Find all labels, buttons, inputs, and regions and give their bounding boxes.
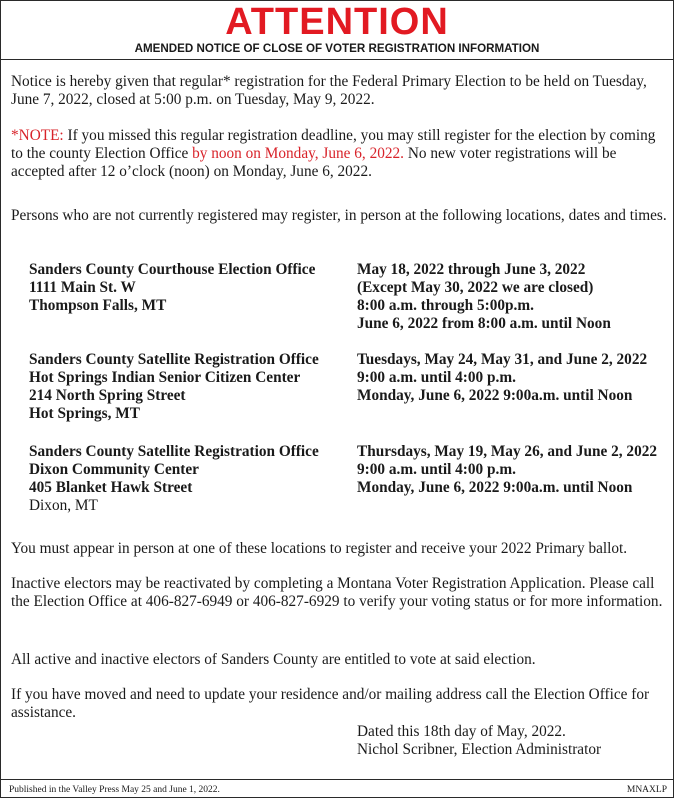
schedule-courthouse [357, 261, 611, 333]
note-marker: *NOTE: [11, 127, 64, 144]
location-address-line: 1111 Main St. W [29, 279, 136, 296]
notice-paragraph: Notice is hereby given that regular* registration for the Federal Primary Election to be held on Tuesday, June 7, 2022, closed at 5:00 p.m. on Tuesday, May 9, 2022. [11, 73, 647, 108]
appear-paragraph: You must appear in person at one of these locations to register and receive your 2022 Primary ballot. [11, 540, 628, 557]
location-address-line: Hot Springs, MT [29, 405, 140, 422]
location-dixon [29, 443, 319, 515]
published-note: Published in the Valley Press May 25 and June 1, 2022. [9, 785, 220, 795]
location-name: Sanders County Courthouse Election Office [29, 261, 316, 278]
note-paragraph [11, 127, 671, 181]
location-courthouse [29, 261, 315, 315]
location-address-line: Hot Springs Indian Senior Citizen Center [29, 369, 301, 386]
location-address-line: Thompson Falls, MT [29, 297, 167, 314]
notice-title: ATTENTION [225, 1, 449, 43]
location-hot-springs [29, 351, 319, 423]
notice-subtitle: AMENDED NOTICE OF CLOSE OF VOTER REGISTRATION INFORMATION [134, 42, 540, 55]
schedule-dixon [357, 443, 657, 497]
note-text-1: If you missed this regular registration deadline, you may still register for the election by coming to the county Election Office [11, 127, 656, 162]
location-address-line: Dixon Community Center [29, 461, 199, 478]
schedule-line: (Except May 30, 2022 we are closed) [357, 279, 594, 296]
notice-code: MNAXLP [626, 785, 667, 795]
header-divider [1, 59, 673, 60]
footer-divider [1, 779, 673, 780]
schedule-line: 9:00 a.m. until 4:00 p.m. [357, 461, 516, 478]
location-address-line: 405 Blanket Hawk Street [29, 479, 193, 496]
schedule-line: Thursdays, May 19, May 26, and June 2, 2022 [357, 443, 658, 460]
signoff [357, 723, 601, 759]
schedule-hot-springs [357, 351, 647, 405]
note-highlight: by noon on Monday, June 6, 2022. [192, 145, 404, 162]
entitled-paragraph: All active and inactive electors of Sanders County are entitled to vote at said election. [11, 651, 536, 668]
dated-line: Dated this 18th day of May, 2022. [357, 723, 566, 740]
schedule-line: June 6, 2022 from 8:00 a.m. until Noon [357, 315, 611, 332]
schedule-line: 8:00 a.m. through 5:00p.m. [357, 297, 534, 314]
schedule-line: May 18, 2022 through June 3, 2022 [357, 261, 586, 278]
inactive-paragraph: Inactive electors may be reactivated by completing a Montana Voter Registration Application. Please call the Election Office at 406-827-6949 or 406-827-6929 to verify your voting status or for more information. [11, 575, 663, 610]
note-text-2: No new voter registrations will be accepted after 12 o’clock (noon) on Monday, June 6, 2022. [11, 145, 617, 180]
location-name: Sanders County Satellite Registration Office [29, 443, 319, 460]
moved-paragraph: If you have moved and need to update your residence and/or mailing address call the Election Office for assistance. [11, 686, 650, 721]
location-address-line: 214 North Spring Street [29, 387, 186, 404]
signer-line: Nichol Scribner, Election Administrator [357, 741, 602, 758]
persons-paragraph: Persons who are not currently registered may register, in person at the following locations, dates and times. [11, 207, 667, 224]
location-name: Sanders County Satellite Registration Office [29, 351, 319, 368]
schedule-line: Monday, June 6, 2022 9:00a.m. until Noon [357, 387, 633, 404]
schedule-line: Tuesdays, May 24, May 31, and June 2, 2022 [357, 351, 648, 368]
schedule-line: 9:00 a.m. until 4:00 p.m. [357, 369, 516, 386]
schedule-line: Monday, June 6, 2022 9:00a.m. until Noon [357, 479, 633, 496]
location-address-line: Dixon, MT [29, 497, 98, 514]
